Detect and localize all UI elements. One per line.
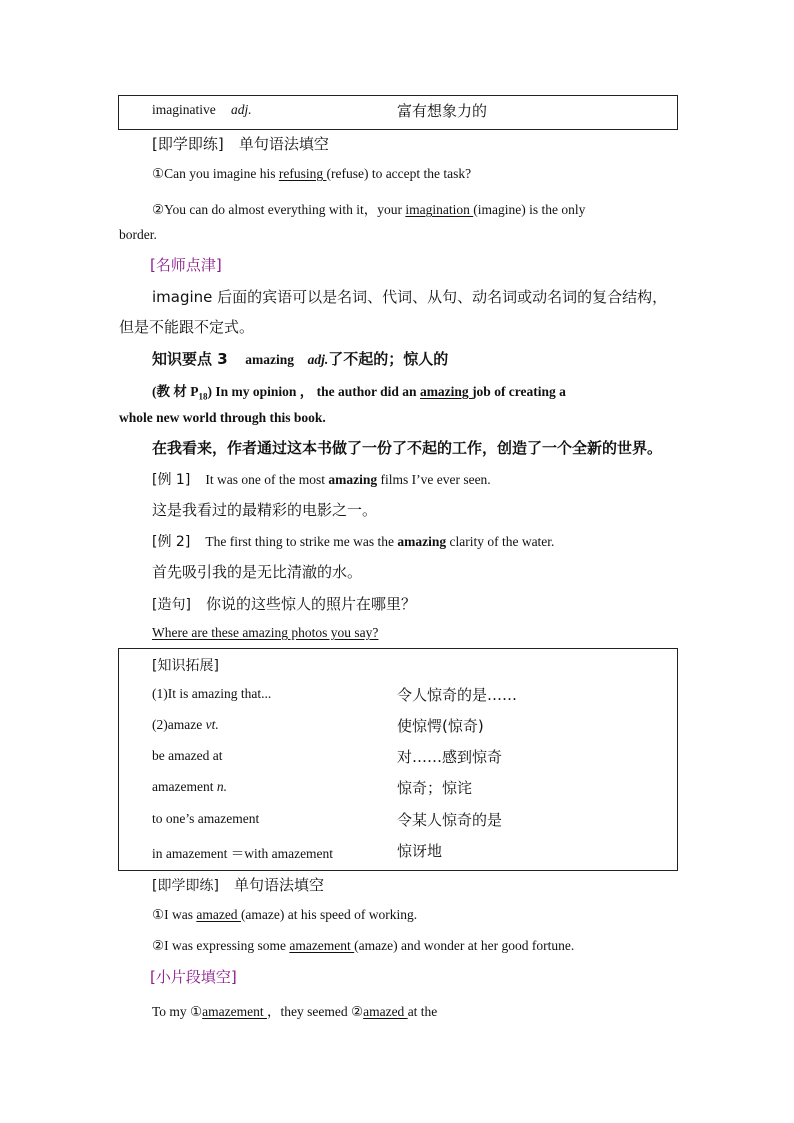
practice2-title: 单句语法填空 [234,876,325,894]
source-suffix: job of creating a [472,384,566,399]
vocab-meaning: 富有想象力的 [397,102,488,120]
point3-label: 知识要点 3 [152,350,228,368]
p2q2-answer: amazement [289,938,355,953]
q2-suffix: (imagine) is the only [473,202,586,217]
expand-row-zh: 惊讶地 [397,842,443,860]
p2q2-prefix: ②I was expressing some [152,938,290,953]
expand-en-amazement: amazement [152,779,217,794]
example2-pre: The first thing to strike me was the [205,534,398,549]
point3-meaning: 了不起的；惊人的 [328,350,449,368]
practice2-heading [152,874,324,895]
expand-row-zh: 令人惊奇的是…… [397,686,518,704]
example1 [152,469,491,489]
practice1-heading [152,133,329,154]
fill-answer-1: amazement [202,1004,268,1019]
expand-en-amaze: (2)amaze [152,717,206,732]
point3-source [152,380,566,402]
source-page: 18 [198,391,208,402]
fill-sentence [152,1000,437,1020]
make-zh: 你说的这些惊人的照片在哪里？ [206,595,417,613]
q2-answer: imagination [405,202,474,217]
expand-row-zh: 令某人惊奇的是 [397,811,503,829]
example2-word: amazing [397,534,447,549]
vocab-pos: adj. [231,102,252,117]
fill-suffix: at the [407,1004,438,1019]
expand-row [152,686,271,702]
example2-label: [例 2] [152,534,191,550]
expand-box [118,648,678,871]
p2q1-prefix: ①I was [152,907,197,922]
point3-source-cont: whole new world through this book. [119,410,326,425]
source-mid: ) In my opinion ， the author did an [207,384,420,399]
practice1-q2 [152,198,585,218]
expand-pos: n. [216,779,227,794]
vocab-word: imaginative [152,102,216,117]
vocab-box [118,95,678,130]
practice1-label: [即学即练] [152,135,224,153]
point3-pos: adj. [307,352,329,367]
tip-label: [名师点津] [150,256,222,274]
fill-label: [小片段填空] [150,968,237,986]
practice1-q2-cont: border. [119,227,157,242]
make-label: [造句] [152,597,191,613]
practice2-q1 [152,907,417,923]
example2 [152,531,554,551]
practice2-label: [即学即练] [152,878,219,894]
make-sentence [152,593,416,614]
source-prefix: (教 材 P [152,384,199,399]
example1-post: films I’ve ever seen. [377,472,491,487]
p2q1-answer: amazed [196,907,241,922]
q1-answer: refusing [278,166,327,181]
fill-prefix: To my ① [152,1004,203,1019]
tip-line2: 但是不能跟不定式。 [119,318,255,336]
p2q2-suffix: (amaze) and wonder at her good fortune. [354,938,575,953]
example2-zh: 首先吸引我的是无比清澈的水。 [152,563,363,581]
expand-row [152,779,227,795]
expand-pos: vt. [205,717,219,732]
example1-pre: It was one of the most [205,472,329,487]
practice1-title: 单句语法填空 [238,135,329,153]
fill-answer-2: amazed [363,1004,408,1019]
q1-prefix: ①Can you imagine his [152,166,279,181]
example1-word: amazing [328,472,378,487]
point3-heading [152,348,448,369]
expand-row: be amazed at [152,748,223,763]
expand-row-zh: 对……感到惊奇 [397,748,503,766]
practice2-q2 [152,938,574,954]
expand-row-zh: 惊奇；惊诧 [397,779,473,797]
make-answer: Where are these amazing photos you say? [152,625,379,640]
expand-label: [知识拓展] [152,658,219,674]
example2-post: clarity of the water. [446,534,555,549]
expand-en: (1)It is amazing that... [152,686,272,701]
expand-row: to one’s amazement [152,811,260,826]
source-answer: amazing [419,384,473,399]
p2q1-suffix: (amaze) at his speed of working. [240,907,418,922]
tip-line1: imagine 后面的宾语可以是名词、代词、从句、动名词或动名词的复合结构， [152,288,668,306]
practice1-q1 [152,166,471,182]
example1-label: [例 1] [152,472,191,488]
point3-word: amazing [245,352,294,367]
q1-suffix: (refuse) to accept the task? [326,166,472,181]
expand-row: in amazement ＝with amazement [152,846,334,861]
example1-zh: 这是我看过的最精彩的电影之一。 [152,501,378,519]
fill-mid: ，they seemed ② [267,1004,364,1019]
expand-row-zh: 使惊愕(惊奇) [397,717,484,735]
q2-prefix: ②You can do almost everything with it，your [152,202,406,217]
expand-row [152,717,219,733]
point3-source-zh: 在我看来，作者通过这本书做了一份了不起的工作，创造了一个全新的世界。 [152,439,663,457]
